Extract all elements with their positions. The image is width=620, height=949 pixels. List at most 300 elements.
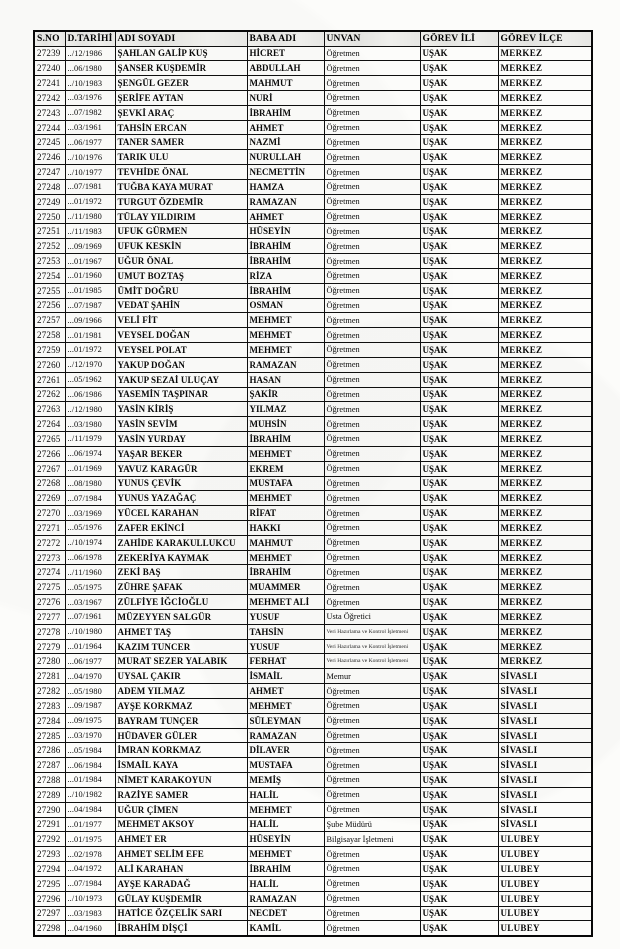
- cell-serial-no: 27253: [34, 254, 65, 269]
- cell-full-name: ZÜHRE ŞAFAK: [115, 580, 247, 595]
- cell-father-name: RİZA: [247, 268, 324, 283]
- cell-birth-date: ...01/1984: [65, 773, 115, 788]
- cell-full-name: YÜCEL KARAHAN: [115, 506, 247, 521]
- cell-title: Öğretmen: [324, 802, 420, 817]
- cell-full-name: TÜLAY YILDIRIM: [115, 209, 247, 224]
- table-row: [34, 758, 592, 773]
- cell-serial-no: 27247: [34, 165, 65, 180]
- cell-serial-no: 27242: [34, 90, 65, 105]
- cell-birth-date: ...03/1980: [65, 417, 115, 432]
- cell-title: Öğretmen: [324, 417, 420, 432]
- cell-father-name: İBRAHİM: [247, 254, 324, 269]
- cell-birth-date: ...03/1961: [65, 120, 115, 135]
- cell-district: MERKEZ: [498, 387, 592, 402]
- cell-birth-date: ...05/1962: [65, 372, 115, 387]
- cell-full-name: UMUT BOZTAŞ: [115, 268, 247, 283]
- cell-serial-no: 27282: [34, 684, 65, 699]
- table-row: [34, 135, 592, 150]
- cell-province: UŞAK: [420, 268, 498, 283]
- cell-birth-date: ...07/1987: [65, 298, 115, 313]
- cell-province: UŞAK: [420, 595, 498, 610]
- cell-serial-no: 27259: [34, 343, 65, 358]
- cell-birth-date: ../10/1977: [65, 165, 115, 180]
- cell-father-name: RAMAZAN: [247, 357, 324, 372]
- cell-province: UŞAK: [420, 165, 498, 180]
- cell-title: Öğretmen: [324, 728, 420, 743]
- cell-serial-no: 27294: [34, 862, 65, 877]
- cell-full-name: TURGUT ÖZDEMİR: [115, 194, 247, 209]
- table-row: [34, 817, 592, 832]
- cell-title: Öğretmen: [324, 76, 420, 91]
- cell-full-name: YAKUP SEZAİ ULUÇAY: [115, 372, 247, 387]
- cell-title: Bilgisayar İşletmeni: [324, 832, 420, 847]
- cell-father-name: ABDULLAH: [247, 61, 324, 76]
- cell-serial-no: 27270: [34, 506, 65, 521]
- cell-title: Öğretmen: [324, 105, 420, 120]
- cell-title: Öğretmen: [324, 194, 420, 209]
- cell-serial-no: 27281: [34, 669, 65, 684]
- table-row: [34, 120, 592, 135]
- cell-district: MERKEZ: [498, 654, 592, 669]
- cell-district: MERKEZ: [498, 313, 592, 328]
- cell-title: Öğretmen: [324, 283, 420, 298]
- cell-district: MERKEZ: [498, 521, 592, 536]
- cell-serial-no: 27271: [34, 521, 65, 536]
- cell-province: UŞAK: [420, 698, 498, 713]
- cell-district: ULUBEY: [498, 891, 592, 906]
- cell-father-name: MEHMET: [247, 313, 324, 328]
- cell-district: MERKEZ: [498, 90, 592, 105]
- cell-title: Öğretmen: [324, 254, 420, 269]
- cell-province: UŞAK: [420, 224, 498, 239]
- cell-title: Öğretmen: [324, 120, 420, 135]
- cell-full-name: VEDAT ŞAHİN: [115, 298, 247, 313]
- cell-title: Öğretmen: [324, 535, 420, 550]
- cell-father-name: MUHSİN: [247, 417, 324, 432]
- table-row: [34, 743, 592, 758]
- cell-province: UŞAK: [420, 417, 498, 432]
- cell-father-name: HİCRET: [247, 46, 324, 61]
- cell-father-name: RİFAT: [247, 506, 324, 521]
- cell-father-name: HALİL: [247, 787, 324, 802]
- cell-title: Öğretmen: [324, 698, 420, 713]
- cell-birth-date: ...01/1981: [65, 328, 115, 343]
- cell-full-name: YUNUS YAZAĞAÇ: [115, 491, 247, 506]
- cell-father-name: AHMET: [247, 209, 324, 224]
- cell-father-name: MEHMET: [247, 847, 324, 862]
- cell-full-name: AHMET SELİM EFE: [115, 847, 247, 862]
- cell-father-name: EKREM: [247, 461, 324, 476]
- cell-full-name: YAŞAR BEKER: [115, 446, 247, 461]
- table-row: [34, 298, 592, 313]
- cell-district: SİVASLI: [498, 743, 592, 758]
- cell-serial-no: 27265: [34, 432, 65, 447]
- cell-title: Veri Hazırlama ve Kontrol İşletmeni: [324, 639, 420, 654]
- cell-title: Öğretmen: [324, 550, 420, 565]
- cell-birth-date: ...07/1981: [65, 179, 115, 194]
- column-header-gorev-ili: GÖREV İLİ: [420, 31, 498, 46]
- cell-title: Memur: [324, 669, 420, 684]
- cell-serial-no: 27298: [34, 921, 65, 936]
- cell-province: UŞAK: [420, 787, 498, 802]
- cell-title: Öğretmen: [324, 179, 420, 194]
- cell-province: UŞAK: [420, 535, 498, 550]
- cell-title: Öğretmen: [324, 150, 420, 165]
- cell-title: Öğretmen: [324, 891, 420, 906]
- table-row: [34, 239, 592, 254]
- cell-full-name: ZEKERİYA KAYMAK: [115, 550, 247, 565]
- cell-serial-no: 27256: [34, 298, 65, 313]
- cell-district: MERKEZ: [498, 328, 592, 343]
- cell-birth-date: ...06/1977: [65, 654, 115, 669]
- cell-province: UŞAK: [420, 521, 498, 536]
- cell-province: UŞAK: [420, 283, 498, 298]
- cell-birth-date: ...08/1980: [65, 476, 115, 491]
- column-header-sno: S.NO: [34, 31, 65, 46]
- cell-birth-date: ...04/1960: [65, 921, 115, 936]
- cell-birth-date: ../10/1983: [65, 76, 115, 91]
- cell-district: SİVASLI: [498, 728, 592, 743]
- cell-serial-no: 27273: [34, 550, 65, 565]
- cell-province: UŞAK: [420, 743, 498, 758]
- cell-father-name: FERHAT: [247, 654, 324, 669]
- cell-district: MERKEZ: [498, 268, 592, 283]
- cell-birth-date: ...09/1987: [65, 698, 115, 713]
- cell-title: Öğretmen: [324, 268, 420, 283]
- table-row: [34, 876, 592, 891]
- cell-province: UŞAK: [420, 654, 498, 669]
- cell-district: MERKEZ: [498, 609, 592, 624]
- cell-father-name: HÜSEYİN: [247, 832, 324, 847]
- cell-district: MERKEZ: [498, 209, 592, 224]
- cell-birth-date: ...06/1974: [65, 446, 115, 461]
- cell-title: Öğretmen: [324, 758, 420, 773]
- cell-district: SİVASLI: [498, 773, 592, 788]
- cell-title: Öğretmen: [324, 387, 420, 402]
- cell-district: MERKEZ: [498, 565, 592, 580]
- cell-district: MERKEZ: [498, 150, 592, 165]
- cell-serial-no: 27258: [34, 328, 65, 343]
- cell-birth-date: ...05/1976: [65, 521, 115, 536]
- table-row: [34, 476, 592, 491]
- cell-district: SİVASLI: [498, 698, 592, 713]
- cell-full-name: AHMET TAŞ: [115, 624, 247, 639]
- cell-birth-date: ...03/1983: [65, 906, 115, 921]
- cell-province: UŞAK: [420, 832, 498, 847]
- cell-full-name: ZÜLFİYE İĞCİOĞLU: [115, 595, 247, 610]
- cell-father-name: HAKKI: [247, 521, 324, 536]
- cell-serial-no: 27263: [34, 402, 65, 417]
- cell-full-name: ALİ KARAHAN: [115, 862, 247, 877]
- table-row: [34, 313, 592, 328]
- cell-serial-no: 27239: [34, 46, 65, 61]
- cell-province: UŞAK: [420, 728, 498, 743]
- cell-province: UŞAK: [420, 817, 498, 832]
- cell-birth-date: ...01/1975: [65, 832, 115, 847]
- cell-title: Öğretmen: [324, 491, 420, 506]
- cell-full-name: UĞUR ÖNAL: [115, 254, 247, 269]
- column-header-baba-adi: BABA ADI: [247, 31, 324, 46]
- cell-district: MERKEZ: [498, 550, 592, 565]
- cell-title: Öğretmen: [324, 713, 420, 728]
- cell-father-name: MEHMET ALİ: [247, 595, 324, 610]
- cell-father-name: İBRAHİM: [247, 432, 324, 447]
- table-row: [34, 550, 592, 565]
- cell-province: UŞAK: [420, 876, 498, 891]
- cell-birth-date: ../10/1980: [65, 624, 115, 639]
- cell-father-name: İBRAHİM: [247, 283, 324, 298]
- cell-serial-no: 27283: [34, 698, 65, 713]
- cell-birth-date: ...07/1984: [65, 491, 115, 506]
- cell-district: MERKEZ: [498, 46, 592, 61]
- table-row: [34, 521, 592, 536]
- cell-province: UŞAK: [420, 194, 498, 209]
- cell-title: Öğretmen: [324, 580, 420, 595]
- cell-province: UŞAK: [420, 343, 498, 358]
- cell-serial-no: 27276: [34, 595, 65, 610]
- cell-district: ULUBEY: [498, 876, 592, 891]
- cell-title: Öğretmen: [324, 224, 420, 239]
- cell-district: MERKEZ: [498, 120, 592, 135]
- cell-serial-no: 27278: [34, 624, 65, 639]
- cell-full-name: İMRAN KORKMAZ: [115, 743, 247, 758]
- cell-province: UŞAK: [420, 624, 498, 639]
- cell-father-name: YUSUF: [247, 609, 324, 624]
- cell-serial-no: 27277: [34, 609, 65, 624]
- cell-birth-date: ...01/1964: [65, 639, 115, 654]
- table-row: [34, 343, 592, 358]
- cell-full-name: ÜMİT DOĞRU: [115, 283, 247, 298]
- cell-serial-no: 27269: [34, 491, 65, 506]
- cell-birth-date: ...01/1969: [65, 461, 115, 476]
- cell-father-name: YILMAZ: [247, 402, 324, 417]
- cell-province: UŞAK: [420, 61, 498, 76]
- cell-province: UŞAK: [420, 357, 498, 372]
- cell-district: MERKEZ: [498, 357, 592, 372]
- cell-full-name: AYŞE KARADAĞ: [115, 876, 247, 891]
- cell-title: Öğretmen: [324, 372, 420, 387]
- cell-father-name: RAMAZAN: [247, 728, 324, 743]
- cell-full-name: MURAT SEZER YALABIK: [115, 654, 247, 669]
- table-row: [34, 506, 592, 521]
- cell-district: MERKEZ: [498, 372, 592, 387]
- cell-serial-no: 27290: [34, 802, 65, 817]
- table-row: [34, 402, 592, 417]
- cell-father-name: SÜLEYMAN: [247, 713, 324, 728]
- table-row: [34, 491, 592, 506]
- cell-province: UŞAK: [420, 862, 498, 877]
- cell-title: Öğretmen: [324, 90, 420, 105]
- cell-full-name: UFUK GÜRMEN: [115, 224, 247, 239]
- table-row: [34, 595, 592, 610]
- cell-birth-date: ../12/1970: [65, 357, 115, 372]
- cell-title: Öğretmen: [324, 862, 420, 877]
- cell-district: MERKEZ: [498, 135, 592, 150]
- cell-serial-no: 27249: [34, 194, 65, 209]
- cell-full-name: AYŞE KORKMAZ: [115, 698, 247, 713]
- table-row: [34, 609, 592, 624]
- cell-birth-date: ...06/1977: [65, 135, 115, 150]
- cell-birth-date: ...04/1972: [65, 862, 115, 877]
- cell-birth-date: ...07/1961: [65, 609, 115, 624]
- cell-birth-date: ...01/1972: [65, 343, 115, 358]
- cell-full-name: VEYSEL POLAT: [115, 343, 247, 358]
- table-row: [34, 565, 592, 580]
- cell-title: Veri Hazırlama ve Kontrol İşletmeni: [324, 624, 420, 639]
- cell-province: UŞAK: [420, 446, 498, 461]
- cell-full-name: TARIK ULU: [115, 150, 247, 165]
- table-row: [34, 61, 592, 76]
- cell-birth-date: ...09/1966: [65, 313, 115, 328]
- table-row: [34, 76, 592, 91]
- cell-father-name: İBRAHİM: [247, 105, 324, 120]
- cell-serial-no: 27285: [34, 728, 65, 743]
- table-row: [34, 268, 592, 283]
- cell-birth-date: ...01/1977: [65, 817, 115, 832]
- cell-title: Öğretmen: [324, 239, 420, 254]
- cell-father-name: DİLAVER: [247, 743, 324, 758]
- table-row: [34, 891, 592, 906]
- cell-full-name: UYSAL ÇAKIR: [115, 669, 247, 684]
- table-row: [34, 773, 592, 788]
- cell-father-name: AHMET: [247, 684, 324, 699]
- cell-birth-date: ...06/1986: [65, 387, 115, 402]
- cell-father-name: HALİL: [247, 876, 324, 891]
- cell-full-name: ZAFER EKİNCİ: [115, 521, 247, 536]
- cell-full-name: TEVHİDE ÖNAL: [115, 165, 247, 180]
- cell-serial-no: 27255: [34, 283, 65, 298]
- cell-full-name: TUĞBA KAYA MURAT: [115, 179, 247, 194]
- table-row: [34, 150, 592, 165]
- cell-district: ULUBEY: [498, 832, 592, 847]
- table-row: [34, 461, 592, 476]
- cell-serial-no: 27293: [34, 847, 65, 862]
- cell-birth-date: ...07/1982: [65, 105, 115, 120]
- cell-father-name: HAMZA: [247, 179, 324, 194]
- cell-title: Öğretmen: [324, 61, 420, 76]
- cell-serial-no: 27240: [34, 61, 65, 76]
- cell-province: UŞAK: [420, 432, 498, 447]
- cell-birth-date: ...01/1967: [65, 254, 115, 269]
- cell-father-name: MEHMET: [247, 491, 324, 506]
- cell-serial-no: 27250: [34, 209, 65, 224]
- cell-province: UŞAK: [420, 120, 498, 135]
- cell-father-name: MAHMUT: [247, 535, 324, 550]
- cell-full-name: YASİN KİRİŞ: [115, 402, 247, 417]
- cell-father-name: HALİL: [247, 817, 324, 832]
- cell-full-name: BAYRAM TUNÇER: [115, 713, 247, 728]
- cell-birth-date: ...03/1970: [65, 728, 115, 743]
- cell-serial-no: 27262: [34, 387, 65, 402]
- cell-title: Öğretmen: [324, 165, 420, 180]
- cell-father-name: İBRAHİM: [247, 239, 324, 254]
- cell-district: MERKEZ: [498, 535, 592, 550]
- cell-province: UŞAK: [420, 891, 498, 906]
- cell-full-name: YAKUP DOĞAN: [115, 357, 247, 372]
- cell-father-name: MUAMMER: [247, 580, 324, 595]
- cell-birth-date: ...02/1978: [65, 847, 115, 862]
- cell-province: UŞAK: [420, 565, 498, 580]
- cell-district: MERKEZ: [498, 254, 592, 269]
- cell-full-name: MEHMET AKSOY: [115, 817, 247, 832]
- cell-province: UŞAK: [420, 506, 498, 521]
- cell-birth-date: ../11/1979: [65, 432, 115, 447]
- table-row: [34, 357, 592, 372]
- cell-title: Öğretmen: [324, 46, 420, 61]
- table-row: [34, 684, 592, 699]
- cell-father-name: RAMAZAN: [247, 891, 324, 906]
- table-row: [34, 209, 592, 224]
- cell-title: Öğretmen: [324, 921, 420, 936]
- cell-father-name: NAZMİ: [247, 135, 324, 150]
- cell-title: Öğretmen: [324, 876, 420, 891]
- cell-father-name: İBRAHİM: [247, 565, 324, 580]
- cell-province: UŞAK: [420, 550, 498, 565]
- cell-birth-date: ...01/1985: [65, 283, 115, 298]
- cell-serial-no: 27272: [34, 535, 65, 550]
- cell-title: Öğretmen: [324, 847, 420, 862]
- cell-district: MERKEZ: [498, 580, 592, 595]
- cell-province: UŞAK: [420, 921, 498, 936]
- cell-province: UŞAK: [420, 906, 498, 921]
- cell-full-name: YASİN SEVİM: [115, 417, 247, 432]
- cell-district: MERKEZ: [498, 417, 592, 432]
- cell-province: UŞAK: [420, 313, 498, 328]
- cell-serial-no: 27288: [34, 773, 65, 788]
- table-row: [34, 787, 592, 802]
- cell-serial-no: 27279: [34, 639, 65, 654]
- cell-serial-no: 27246: [34, 150, 65, 165]
- cell-serial-no: 27296: [34, 891, 65, 906]
- cell-district: ULUBEY: [498, 862, 592, 877]
- cell-title: Öğretmen: [324, 343, 420, 358]
- cell-serial-no: 27291: [34, 817, 65, 832]
- cell-father-name: NURULLAH: [247, 150, 324, 165]
- cell-full-name: YUNUS ÇEVİK: [115, 476, 247, 491]
- cell-title: Öğretmen: [324, 684, 420, 699]
- cell-province: UŞAK: [420, 609, 498, 624]
- table-row: [34, 328, 592, 343]
- cell-serial-no: 27297: [34, 906, 65, 921]
- cell-province: UŞAK: [420, 76, 498, 91]
- cell-full-name: UĞUR ÇİMEN: [115, 802, 247, 817]
- cell-birth-date: ...01/1972: [65, 194, 115, 209]
- cell-district: SİVASLI: [498, 802, 592, 817]
- table-row: [34, 387, 592, 402]
- table-row: [34, 921, 592, 936]
- table-row: [34, 698, 592, 713]
- table-row: [34, 802, 592, 817]
- table-row: [34, 669, 592, 684]
- cell-serial-no: 27274: [34, 565, 65, 580]
- cell-full-name: YASEMİN TAŞPINAR: [115, 387, 247, 402]
- cell-province: UŞAK: [420, 254, 498, 269]
- cell-birth-date: ...06/1980: [65, 61, 115, 76]
- cell-province: UŞAK: [420, 179, 498, 194]
- cell-title: Şube Müdürü: [324, 817, 420, 832]
- cell-title: Öğretmen: [324, 565, 420, 580]
- cell-father-name: HASAN: [247, 372, 324, 387]
- cell-serial-no: 27243: [34, 105, 65, 120]
- cell-province: UŞAK: [420, 802, 498, 817]
- cell-title: Usta Öğretici: [324, 609, 420, 624]
- cell-serial-no: 27267: [34, 461, 65, 476]
- cell-province: UŞAK: [420, 209, 498, 224]
- cell-serial-no: 27264: [34, 417, 65, 432]
- cell-birth-date: ...05/1984: [65, 743, 115, 758]
- cell-district: MERKEZ: [498, 283, 592, 298]
- cell-father-name: MEMİŞ: [247, 773, 324, 788]
